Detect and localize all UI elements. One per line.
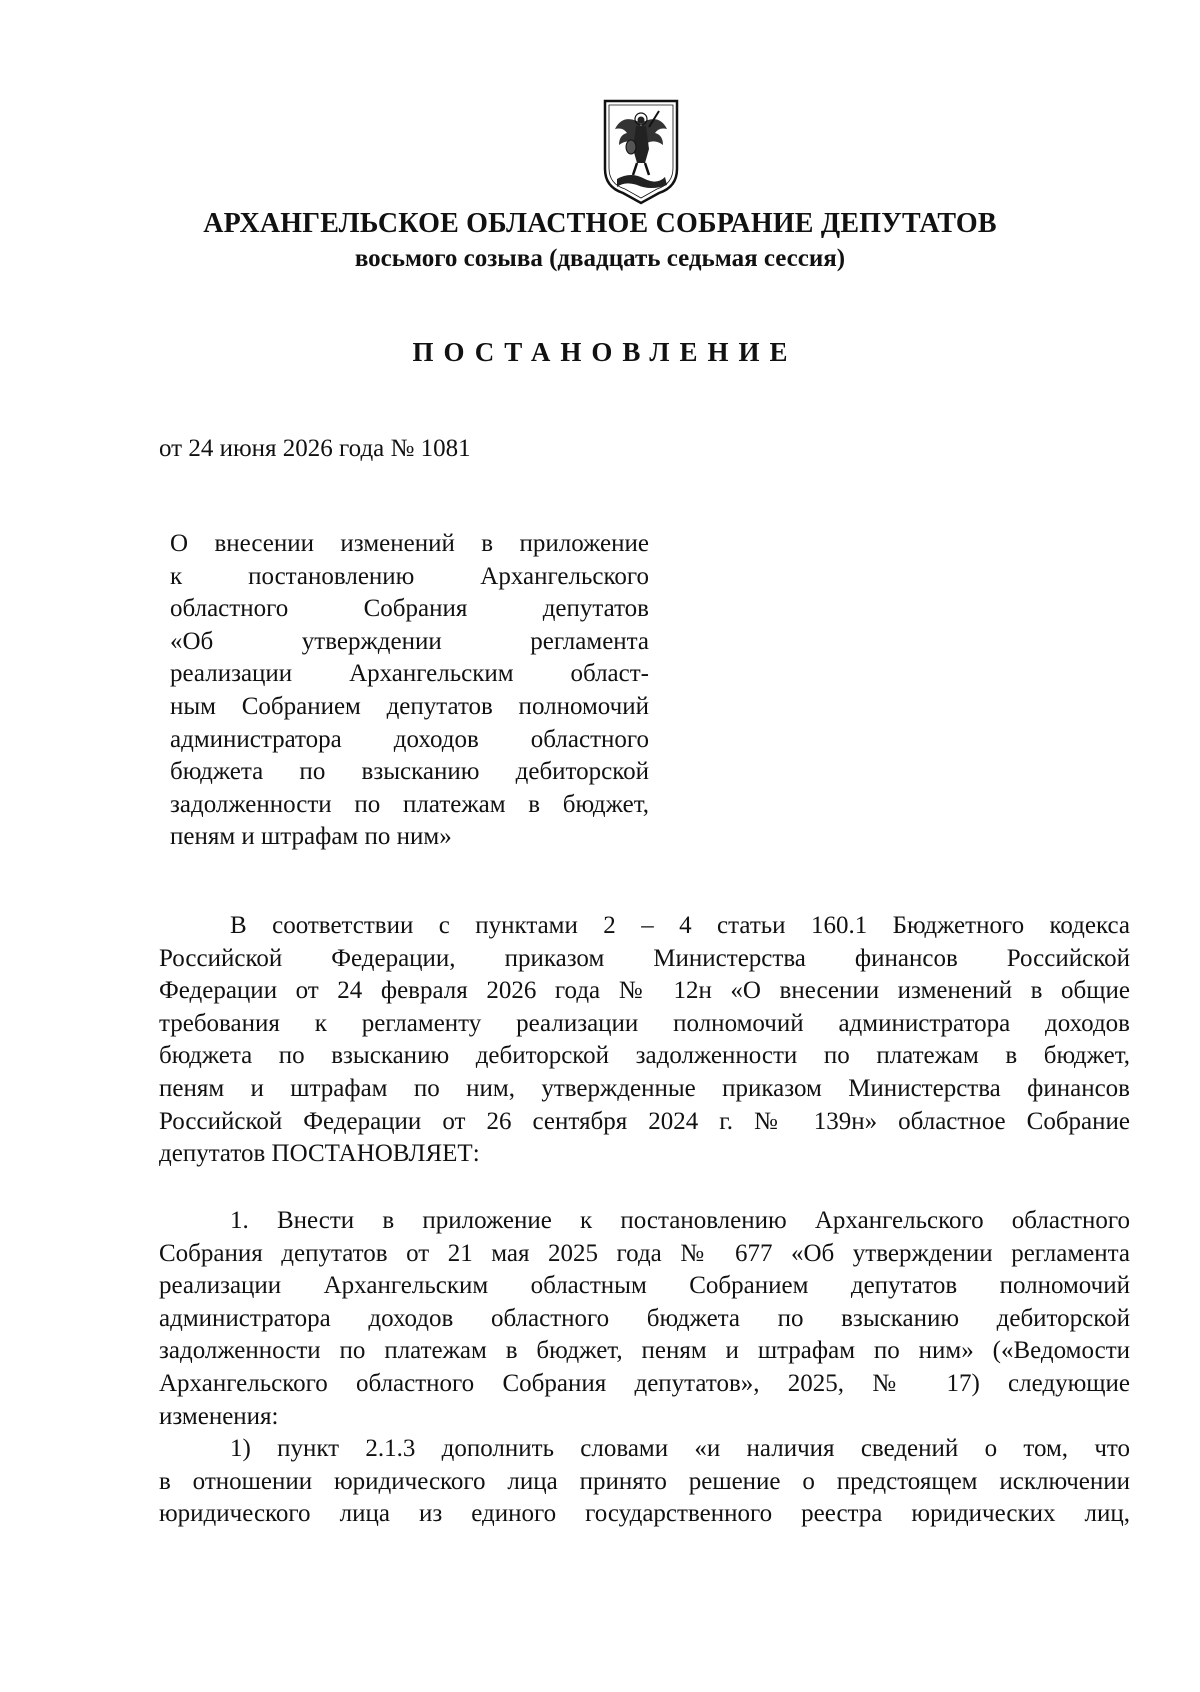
paragraph-line: Российской Федерации, приказом Министерства финансов Российской (159, 944, 1130, 972)
subject-line: администратора доходов областного (170, 725, 649, 753)
subject-line: областного Собрания депутатов (170, 595, 649, 623)
paragraph-line: 1. Внести в приложение к постановлению Архангельского областного (230, 1207, 1130, 1234)
document-subject (170, 528, 649, 854)
paragraph-line: Архангельского областного Собрания депутатов», 2025, № 17) следующие (159, 1369, 1130, 1397)
coat-of-arms-icon (601, 99, 681, 205)
subject-line: пеням и штрафам по ним» (170, 823, 452, 851)
paragraph-line: 1) пункт 2.1.3 дополнить словами «и наличия сведений о том, что (230, 1435, 1130, 1462)
subject-line: задолженности по платежам в бюджет, (170, 790, 649, 818)
subject-line: ным Собранием депутатов полномочий (170, 692, 649, 720)
paragraph-line: администратора доходов областного бюджета по взысканию дебиторской (159, 1304, 1130, 1332)
paragraph-line: В соответствии с пунктами 2 – 4 статьи 160.1 Бюджетного кодекса (230, 912, 1130, 939)
subject-line: бюджета по взысканию дебиторской (170, 758, 649, 786)
subject-line: О внесении изменений в приложение (170, 530, 649, 557)
paragraph-line: юридического лица из единого государственного реестра юридических лиц, (159, 1500, 1130, 1528)
paragraph-line: бюджета по взысканию дебиторской задолженности по платежам в бюджет, (159, 1042, 1130, 1070)
paragraph-line: в отношении юридического лица принято решение о предстоящем исключении (159, 1467, 1130, 1495)
paragraph-line: Собрания депутатов от 21 мая 2025 года № 677 «Об утверждении регламента (159, 1239, 1130, 1267)
subject-line: к постановлению Архангельского (170, 562, 649, 590)
subject-line: реализации Архангельским област- (170, 660, 649, 688)
paragraph-item-1 (159, 1205, 1130, 1433)
paragraph-preamble (159, 910, 1130, 1171)
paragraph-line: требования к регламенту реализации полномочий администратора доходов (159, 1009, 1130, 1037)
paragraph-line: задолженности по платежам в бюджет, пеням и штрафам по ним» («Ведомости (159, 1337, 1130, 1365)
paragraph-line: депутатов ПОСТАНОВЛЯЕТ: (159, 1140, 480, 1168)
paragraph-line: реализации Архангельским областным Собранием депутатов полномочий (159, 1272, 1130, 1300)
paragraph-line: Российской Федерации от 26 сентября 2024 г. № 139н» областное Собрание (159, 1107, 1130, 1135)
document-type-heading: ПОСТАНОВЛЕНИЕ (412, 337, 798, 367)
paragraph-subitem-1 (159, 1433, 1130, 1531)
paragraph-line: Федерации от 24 февраля 2026 года № 12н «О внесении изменений в общие (159, 977, 1130, 1005)
document-date-number: от 24 июня 2026 года № 1081 (159, 435, 471, 462)
organization-title: АРХАНГЕЛЬСКОЕ ОБЛАСТНОЕ СОБРАНИЕ ДЕПУТАТОВ (203, 208, 997, 239)
subject-line: «Об утверждении регламента (170, 627, 649, 655)
paragraph-line: пеням и штрафам по ним, утвержденные приказом Министерства финансов (159, 1074, 1130, 1102)
paragraph-line: изменения: (159, 1402, 279, 1430)
organization-subtitle: восьмого созыва (двадцать седьмая сессия) (354, 245, 846, 272)
